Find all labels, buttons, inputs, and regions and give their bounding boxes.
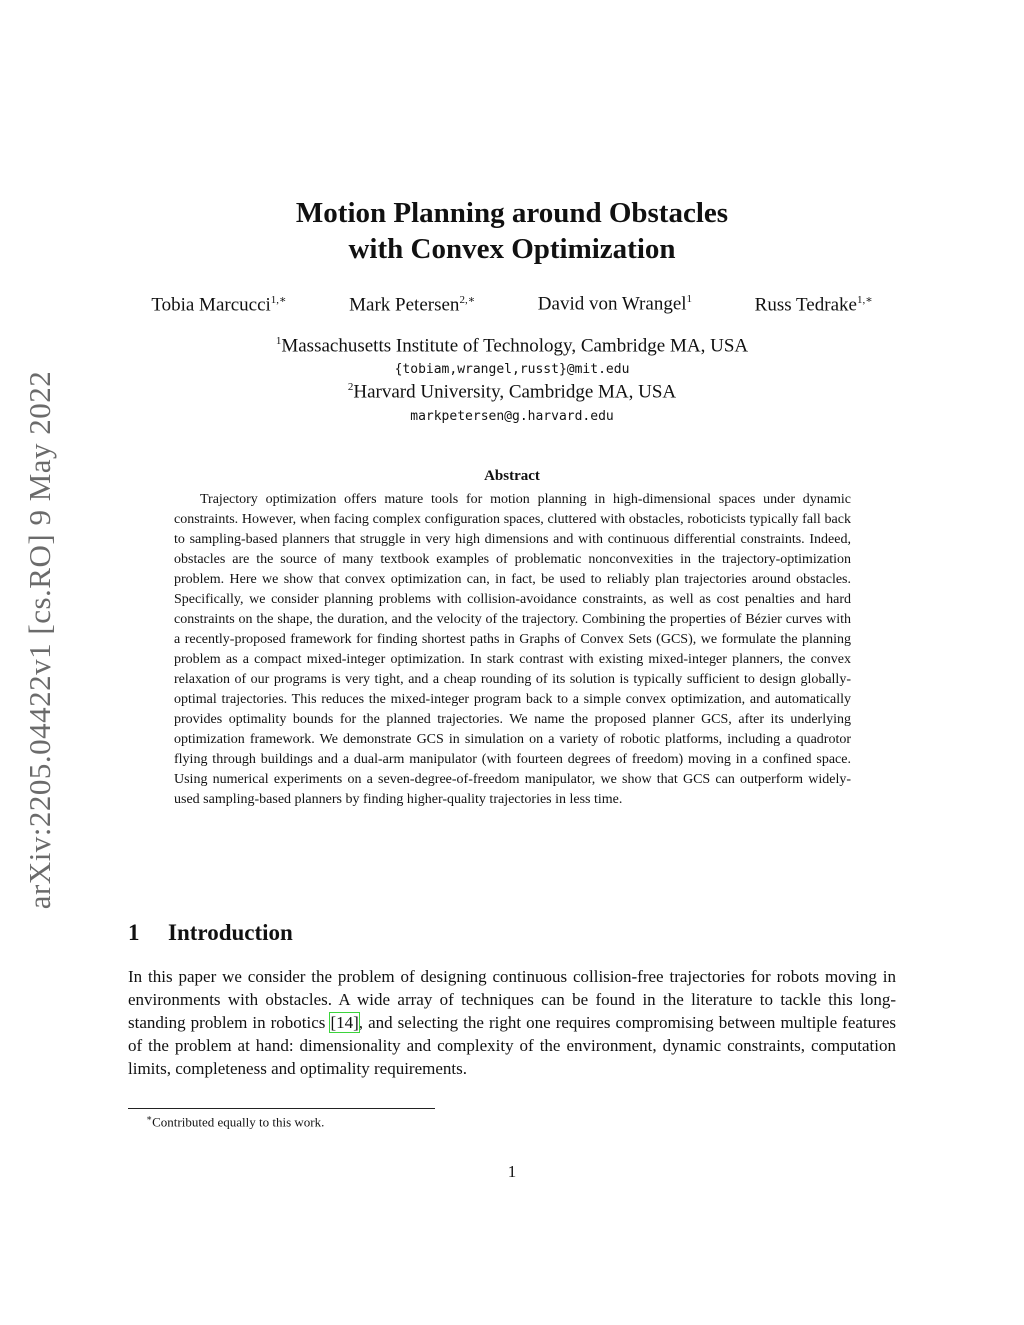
title-line-1: Motion Planning around Obstacles bbox=[295, 197, 729, 229]
footnote-text: Contributed equally to this work. bbox=[152, 1114, 325, 1130]
footnote-divider bbox=[128, 1108, 435, 1109]
author-name: Russ Tedrake bbox=[754, 294, 857, 316]
section-heading-introduction bbox=[128, 920, 293, 946]
section-title: Introduction bbox=[168, 920, 293, 945]
author-name: Mark Petersen bbox=[349, 294, 460, 316]
paper-title bbox=[160, 195, 864, 267]
abstract-body: Trajectory optimization offers mature tools for motion planning in high-dimensional spaces under dynamic constraints. However, when facing complex configuration spaces, cluttered with obstacles, roboticists typically fall back to sampling-based planners that struggle in very high dimensions and with continuous differential constraints. Indeed, obstacles are the source of many textbook examples of problematic nonconvexities in the trajectory-optimization problem. Here we show that convex optimization can, in fact, be used to reliably plan trajectories around obstacles. Specifically, we consider planning problems with collision-avoidance constraints, as well as cost penalties and hard constraints on the shape, the duration, and the velocity of the trajectory. Combining the properties of Bézier curves with a recently-proposed framework for finding shortest paths in Graphs of Convex Sets (GCS), we formulate the planning problem as a compact mixed-integer optimization. In stark contrast with existing mixed-integer planners, the convex relaxation of our programs is very tight, and a cheap rounding of its solution is typically sufficient to design globally-optimal trajectories. This reduces the mixed-integer program back to a simple convex optimization, and automatically provides optimality bounds for the planned trajectories. We name the proposed planner GCS, after its underlying optimization framework. We demonstrate GCS in simulation on a variety of robotic platforms, including a quadrotor flying through buildings and a dual-arm manipulator (with fourteen degrees of freedom) moving in a confined space. Using numerical experiments on a seven-degree-of-freedom manipulator, we show that GCS can outperform widely-used sampling-based planners by finding higher-quality trajectories in less time. bbox=[174, 492, 851, 807]
author-name: David von Wrangel bbox=[537, 293, 687, 315]
affiliation-name: Massachusetts Institute of Technology, Cambridge MA, USA bbox=[281, 335, 749, 357]
author-marks: 1 bbox=[686, 293, 693, 305]
author-marks: 1,∗ bbox=[856, 294, 873, 306]
intro-text-before-cite: In this paper we consider the problem of designing continuous collision-free trajectories for robots moving in environments with obstacles. A wide array of techniques can be found in the literature to tackle this long-standing problem in robotics bbox=[128, 967, 896, 1032]
abstract-heading: Abstract bbox=[484, 468, 540, 484]
author-list bbox=[120, 293, 904, 316]
affiliation-mark: 2 bbox=[347, 381, 354, 393]
author-name: Tobia Marcucci bbox=[151, 294, 271, 316]
citation-link[interactable]: [14] bbox=[330, 1013, 359, 1032]
title-line-2: with Convex Optimization bbox=[348, 233, 676, 265]
author bbox=[538, 293, 692, 316]
footnote bbox=[146, 1113, 324, 1130]
author-marks: 2,∗ bbox=[459, 294, 476, 306]
author bbox=[151, 293, 286, 316]
section-number: 1 bbox=[128, 920, 140, 945]
affiliation-mit bbox=[160, 335, 864, 357]
author bbox=[755, 293, 873, 316]
email-mit: {tobiam,wrangel,russt}@mit.edu bbox=[394, 362, 630, 377]
intro-text-after-cite: , and selecting the right one requires compromising between multiple features of the problem at hand: dimensionality and complexity of the environment, dynamic constraints, computation limits, completeness and optimality requirements. bbox=[128, 1013, 896, 1078]
affiliation-harvard bbox=[160, 381, 864, 403]
introduction-paragraph bbox=[128, 965, 896, 1080]
affiliation-name: Harvard University, Cambridge MA, USA bbox=[353, 381, 677, 403]
page-number: 1 bbox=[507, 1162, 517, 1181]
affiliation-mark: 1 bbox=[275, 335, 282, 347]
author bbox=[349, 293, 475, 316]
email-harvard: markpetersen@g.harvard.edu bbox=[410, 409, 614, 424]
footnote-mark: ∗ bbox=[146, 1113, 153, 1123]
author-marks: 1,∗ bbox=[270, 294, 287, 306]
arxiv-stamp: arXiv:2205.04422v1 [cs.RO] 9 May 2022 bbox=[22, 370, 57, 910]
